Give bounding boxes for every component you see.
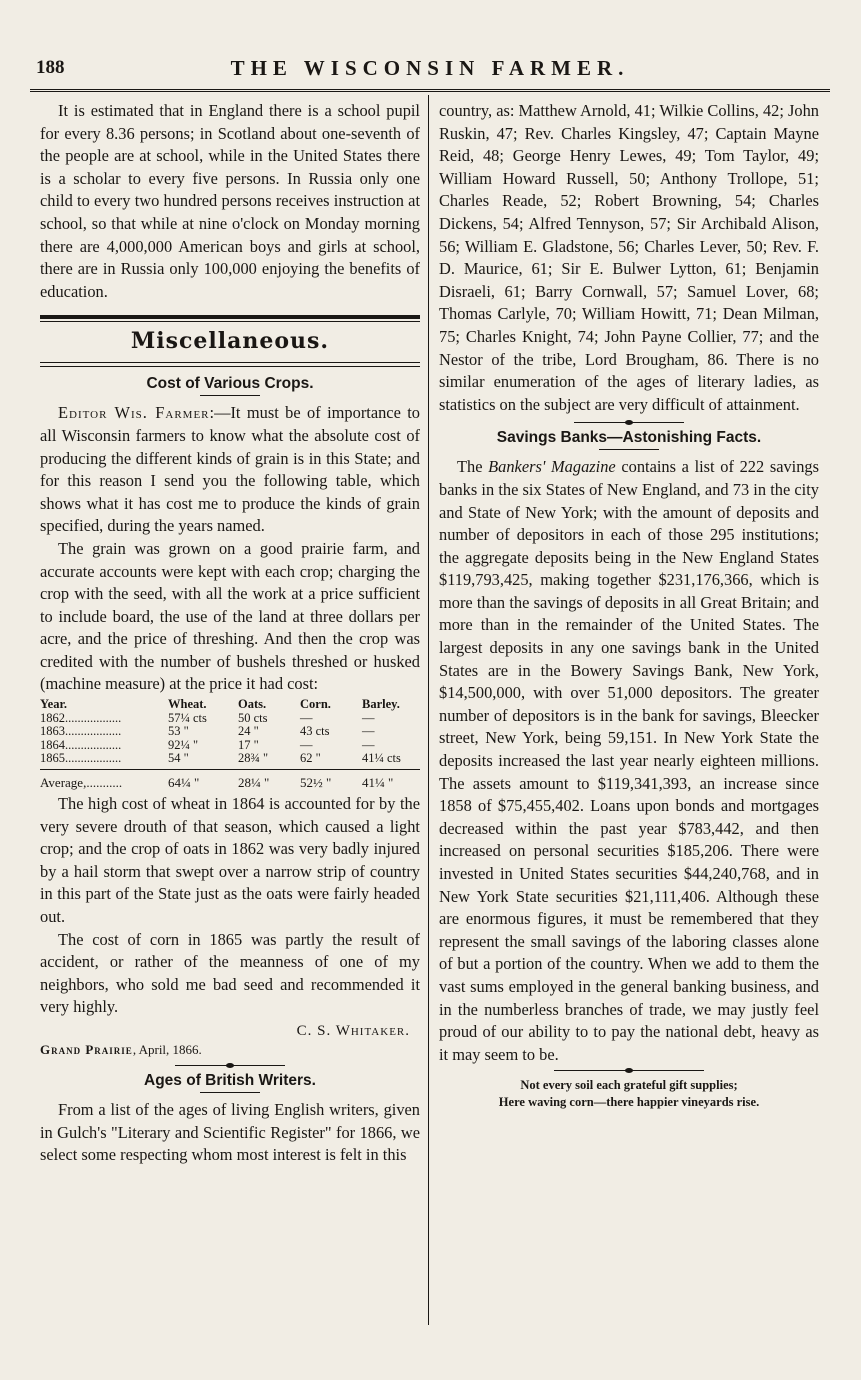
crops-paragraph-3: The high cost of wheat in 1864 is accounted for by the very severe drouth of that season, which caused a light crop; and the crop of oats in 1862 was very badly injured by a hail storm that swept over a narrow strip of country in this part of the State just as the oats were fairly headed out. <box>40 794 420 927</box>
verse-line: Not every soil each grateful gift supplies; <box>520 1078 738 1093</box>
table-cell: Average,........... <box>40 774 123 790</box>
table-cell: 54 " <box>168 751 189 766</box>
table-cell: — <box>362 737 375 752</box>
column-divider <box>428 95 429 1325</box>
table-cell: 62 " <box>300 751 321 766</box>
salutation: Editor Wis. Farmer <box>58 403 210 423</box>
table-cell: 57¼ cts <box>168 710 207 725</box>
title-rule <box>599 449 659 450</box>
table-cell: 17 " <box>238 737 259 752</box>
table-cell: 1864.................. <box>40 737 122 752</box>
table-header: Wheat. <box>168 697 207 712</box>
banks-lead: The <box>457 457 489 477</box>
verse-line: Here waving corn—there happier vineyards rise. <box>498 1095 760 1110</box>
table-cell: 41¼ cts <box>362 751 401 766</box>
table-header: Oats. <box>238 697 267 712</box>
journal-title: THE WISCONSIN FARMER. <box>230 56 630 80</box>
article-title-banks: Savings Banks—Astonishing Facts. <box>496 429 762 447</box>
table-row-average <box>40 769 420 789</box>
table-header: Corn. <box>300 697 331 712</box>
article-title-writers: Ages of British Writers. <box>144 1072 316 1089</box>
section-rule-bottom <box>40 362 420 367</box>
signature: C. S. Whitaker. <box>296 1023 410 1039</box>
verse-separator <box>554 1070 704 1071</box>
section-title: Miscellaneous. <box>130 328 330 355</box>
crops-paragraph-4: The cost of corn in 1865 was partly the result of accident, or rather of the meanness of one of my neighbors, who sold me bad seed and recommended it very highly. <box>40 929 420 1017</box>
table-cell: — <box>362 724 375 739</box>
magazine-name: Bankers' Magazine <box>488 457 616 477</box>
title-rule <box>200 395 260 396</box>
table-row <box>40 725 420 739</box>
table-header: Year. <box>40 697 67 712</box>
table-row <box>40 752 420 766</box>
table-cell: 28¼ " <box>238 774 270 790</box>
place-name: Grand Prairie <box>40 1042 133 1057</box>
table-cell: 41¼ " <box>362 774 394 790</box>
section-rule <box>40 315 420 322</box>
table-header-row <box>40 698 420 712</box>
crop-cost-table <box>40 698 420 789</box>
table-row <box>40 712 420 726</box>
banks-text: contains a list of 222 savings banks in the six States of New England, and 73 in the city and State of New York; with the amount of deposits and number of depositors in each of those 295 institutions; the aggregate deposits being in the New England States $119,793,425, making together $231,176,366, which is more than the savings of deposits in all Great Britain; and more than in the remainder of the United States. The largest deposits in any one savings bank in the United States are in the Bowery Savings Bank, New York, $14,500,000, with over 51,000 depositors. The greater number of depositors is in the bank for savings, Bleecker street, New York, being 59,151. In New York State the deposits increased the last year nearly eighteen millions. The assets amount to $119,341,393, an increase since 1858 of $75,455,402. Loans upon bonds and mortgages decreased within the past year $783,442, and then increased on personal securities $185,206. There were invested in United States securities $44,240,768, and in New York State securities $21,111,406. Although these are enormous figures, it must be remembered that they represent the small savings of the laboring classes alone of but a portion of the country. When we add to them the vast sums employed in the general banking business, and in the numberless branches of trade, we may justly feel proud of our ability to to pay the national debt, heavy as it may seem to be. <box>439 457 819 1064</box>
table-cell: 24 " <box>238 724 259 739</box>
table-header: Barley. <box>362 697 400 712</box>
table-cell: — <box>362 710 375 725</box>
table-cell: 43 cts <box>300 724 330 739</box>
table-cell: — <box>300 737 313 752</box>
crops-paragraph-1-text: :—It must be of importance to all Wisconsin farmers to know what the absolute cost of producing the different kinds of grain is in this State; and for this reason I send you the following table, which shows what it has cost me to produce the kinds of grain specified, during the years named. <box>40 403 421 536</box>
education-paragraph: It is estimated that in England there is a school pupil for every 8.36 persons; in Scotland about one-seventh of the people are at school, while in the United States there is a scholar to every five persons. In Russia only one child to every two hundred persons receives instruction at school, so that while at nine o'clock on Monday morning there are 4,000,000 American boys and girls at school, there are in Russia only 100,000 enjoying the benefits of education. <box>40 101 420 301</box>
article-separator <box>574 422 684 423</box>
table-cell: 64¼ " <box>168 774 200 790</box>
left-column <box>40 100 420 1167</box>
date: , April, 1866. <box>132 1042 202 1057</box>
page-number: 188 <box>36 57 65 78</box>
table-cell: 50 cts <box>238 710 268 725</box>
dateline <box>40 1041 420 1059</box>
table-cell: 1862.................. <box>40 710 122 725</box>
article-separator <box>175 1065 285 1066</box>
table-cell: 1863.................. <box>40 724 122 739</box>
table-cell: 92¼ " <box>168 737 199 752</box>
table-cell: 52½ " <box>300 774 332 790</box>
title-rule <box>200 1092 260 1093</box>
table-row <box>40 739 420 753</box>
crops-paragraph-2: The grain was grown on a good prairie farm, and accurate accounts were kept with each crop; charging the crop with the seed, with all the work at a price sufficient to include board, the use of the land at three dollars per acre, and the price of threshing. And then the crop was credited with the number of bushels threshed or husked (machine measure) at the price it had cost: <box>40 538 420 694</box>
table-cell: 1865.................. <box>40 751 122 766</box>
page-header <box>30 55 830 92</box>
table-cell: 28¾ " <box>238 751 269 766</box>
banks-paragraph <box>439 456 819 1066</box>
writers-continued: country, as: Matthew Arnold, 41; Wilkie Collins, 42; John Ruskin, 47; Rev. Charles Kingsley, 47; Captain Mayne Reid, 48; George Henry Lewes, 49; Tom Taylor, 49; William Howard Russell, 50; Anthony Trollope, 51; Charles Reade, 52; Robert Browning, 54; Charles Dickens, 54; Alfred Tennyson, 57; Sir Archibald Alison, 56; William E. Gladstone, 56; Charles Lever, 50; Rev. F. D. Maurice, 61; Sir E. Bulwer Lytton, 61; Benjamin Disraeli, 61; Barry Cornwall, 57; Samuel Lover, 68; Thomas Carlyle, 70; William Howitt, 71; Dean Milman, 75; Charles Knight, 74; John Payne Collier, 77; and the Nestor of the tribe, Lord Brougham, 86. There is no similar enumeration of the ages of literary ladies, as statistics on the subject are very difficult of attainment. <box>439 101 819 414</box>
article-title-crops: Cost of Various Crops. <box>146 375 314 393</box>
right-column <box>439 100 819 1111</box>
writers-paragraph: From a list of the ages of living English writers, given in Gulch's "Literary and Scientific Register" for 1866, we select some respecting whom most interest is felt in this <box>40 1100 420 1165</box>
table-cell: 53 " <box>168 724 189 739</box>
crops-paragraph-1 <box>40 402 420 538</box>
table-cell: — <box>300 710 313 725</box>
